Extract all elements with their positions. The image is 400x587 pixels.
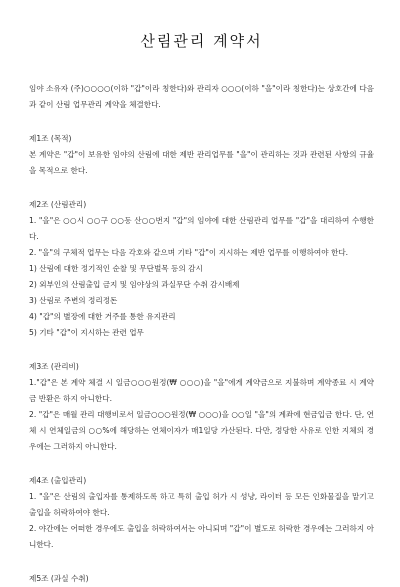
article-heading: 제4조 (출입관리) [29, 476, 87, 485]
article-heading: 제3조 (관리비) [29, 362, 79, 371]
article-5 [29, 571, 374, 587]
article-4 [29, 473, 374, 553]
article-text: 1. "을"은 산림의 출입자를 통제하도록 하고 특히 출입 허가 시 성냥, 라이터 등 모든 인화물질을 맡기고 출입을 허락하여야 한다. [29, 492, 374, 517]
article-heading: 제2조 (산림관리) [29, 200, 87, 209]
article-text: 본 계약은 "갑"이 보유한 임야의 산림에 대한 제반 관리업무를 "을"이 관리하는 것과 관련된 사항의 규율을 목적으로 한다. [29, 150, 374, 175]
article-2 [29, 197, 374, 341]
article-text: 1. "을"은 ○○시 ○○구 ○○동 산○○번지 "갑"의 임야에 대한 산림관리 업무를 "갑"을 대리하여 수행한다. [29, 216, 374, 241]
document-title: 산림관리 계약서 [140, 32, 263, 50]
article-text: 1."갑"은 본 계약 체결 시 일금○○○원정(₩ ○○○)을 "을"에게 계약금으로 지불하며 계약종료 시 계약금 반환은 하지 아니한다. [29, 378, 374, 403]
article-list-item: 3) 산림로 주변의 정리정돈 [29, 296, 118, 305]
article-list-item: 4) "갑"의 별장에 대한 거주를 통한 유지관리 [29, 312, 176, 321]
article-heading: 제5조 (과실 수취) [29, 574, 89, 583]
article-heading: 제1조 (목적) [29, 134, 72, 143]
article-text: 2. 야간에는 어떠한 경우에도 출입을 허락하여서는 아니되며 "갑"이 별도로 허락한 경우에는 그러하지 아니한다. [29, 524, 374, 549]
intro-paragraph: 임야 소유자 (주)○○○○(이하 "갑"이라 칭한다)와 관리자 ○○○(이하 "을"이라 칭한다)는 상호간에 다음과 같이 산림 업무관리 계약을 체결한다. [29, 84, 374, 109]
article-3 [29, 359, 374, 455]
article-list-item: 5) 기타 "갑"이 지시하는 관련 업무 [29, 328, 144, 337]
article-list-item: 2) 외부인의 산림출입 금지 및 임야상의 과실무단 수취 감시배제 [29, 280, 240, 289]
article-1 [29, 131, 374, 179]
article-text: 2. "을"의 구체적 업무는 다음 각호와 같으며 기타 "갑"이 지시하는 제반 업무를 이행하여야 한다. [29, 248, 349, 257]
article-text: 2. "갑"은 매월 관리 대행비로서 일금○○○원정(₩ ○○○)을 ○○일 "을"의 계좌에 현금입금 한다. 단, 연체 시 연체일금의 ○○%에 해당하는 연체이자가 매1일당 가산된다. 다만, 정당한 사유로 인한 지체의 경우에는 그러하지 아니한다. [29, 410, 374, 451]
article-list-item: 1) 산림에 대한 정기적인 순찰 및 무단벌목 등의 감시 [29, 264, 203, 273]
